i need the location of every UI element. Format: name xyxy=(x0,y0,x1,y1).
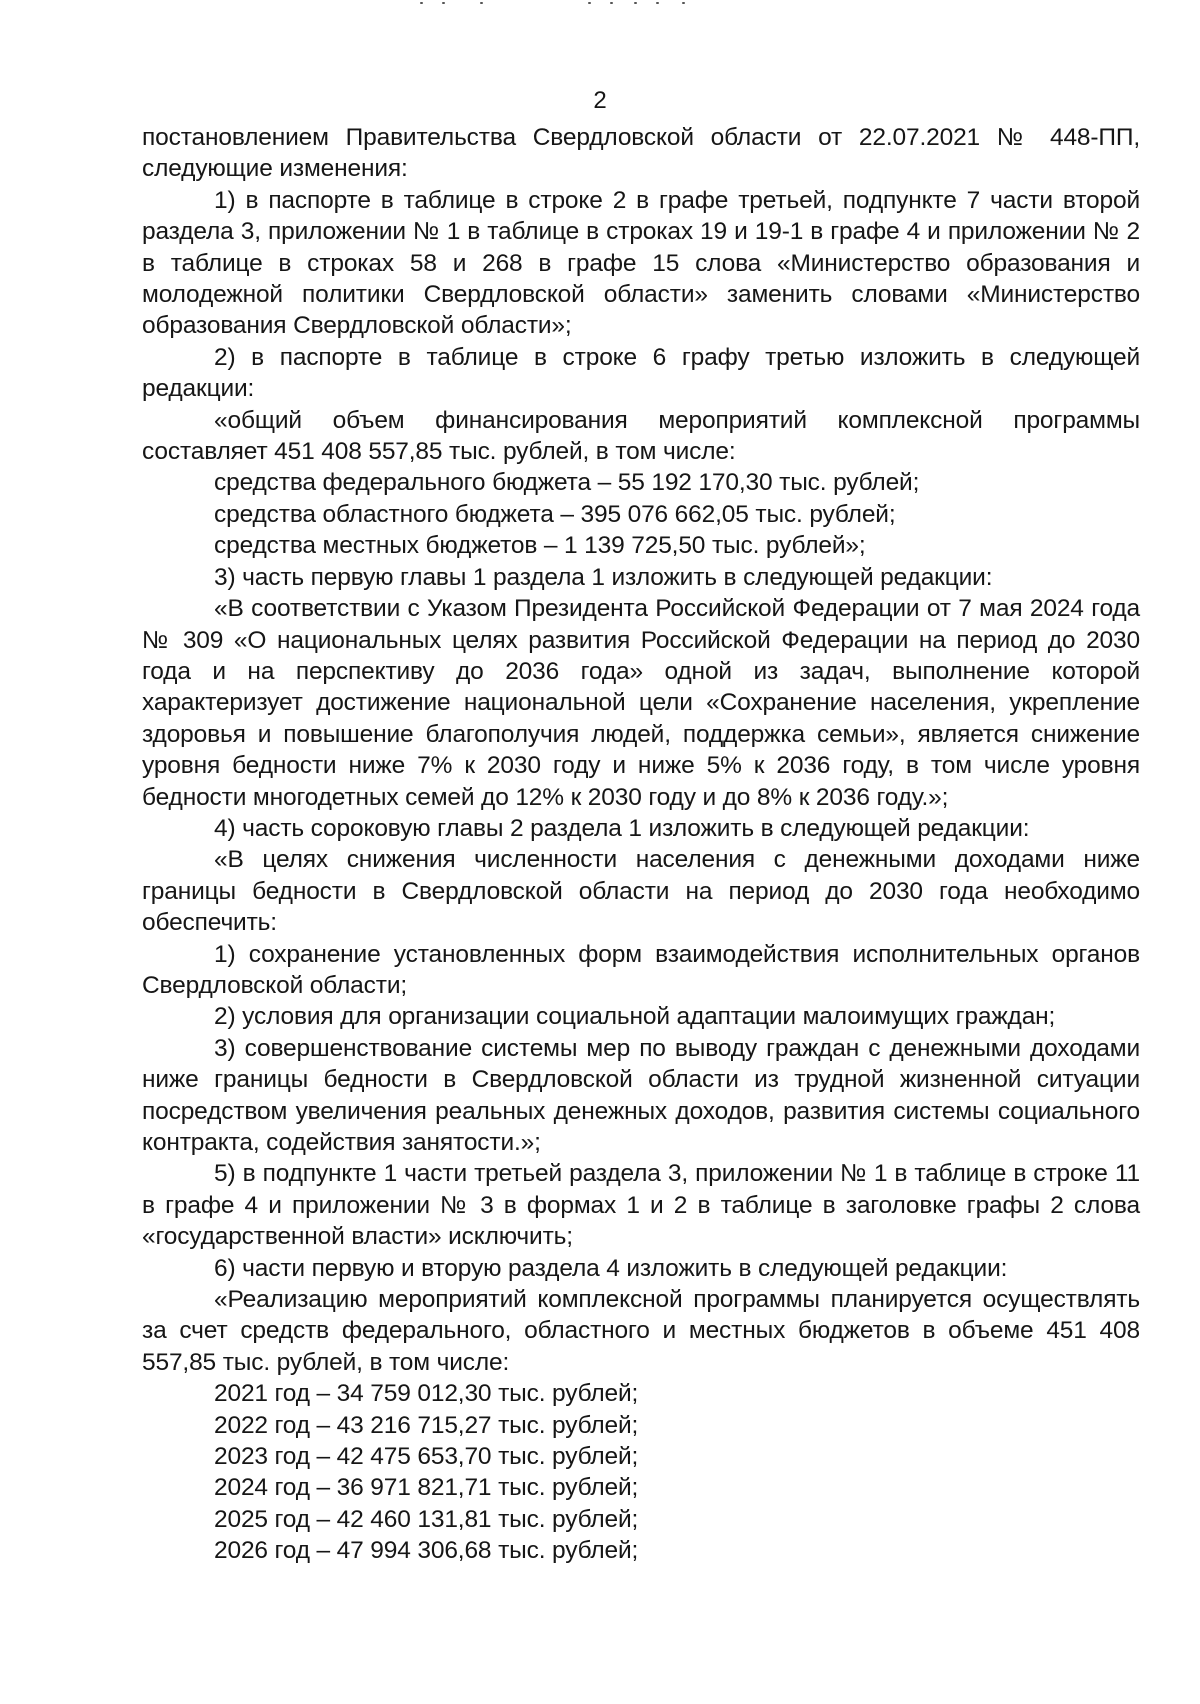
list-item: 2024 год – 36 971 821,71 тыс. рублей; xyxy=(214,1474,639,1502)
paragraph: 4) часть сороковую главы 2 раздела 1 изложить в следующей редакции: xyxy=(214,814,1030,842)
paragraph: 6) части первую и вторую раздела 4 изложить в следующей редакции: xyxy=(214,1254,1008,1282)
scan-speck xyxy=(480,2,483,4)
page-number: 2 xyxy=(593,87,607,114)
document-body xyxy=(142,122,1140,1567)
paragraph: постановлением Правительства Свердловской области от 22.07.2021 № 448-ПП, следующие изменения: xyxy=(142,124,1140,183)
paragraph: средства местных бюджетов – 1 139 725,50 тыс. рублей»; xyxy=(214,532,866,560)
list-item: 2026 год – 47 994 306,68 тыс. рублей; xyxy=(214,1537,639,1565)
scan-speck xyxy=(610,2,613,4)
paragraph: 2) в паспорте в таблице в строке 6 графу третью изложить в следующей редакции: xyxy=(142,343,1140,403)
scan-artifacts xyxy=(420,2,700,10)
list-item: 2021 год – 34 759 012,30 тыс. рублей; xyxy=(214,1380,639,1408)
budget-by-year-list xyxy=(142,1378,1140,1566)
scan-speck xyxy=(682,2,685,4)
paragraph: «Реализацию мероприятий комплексной программы планируется осуществлять за счет средств федерального, областного и местных бюджетов в объеме 451 408 557,85 тыс. рублей, в том числе: xyxy=(142,1286,1140,1376)
list-item: 2025 год – 42 460 131,81 тыс. рублей; xyxy=(214,1505,639,1533)
paragraph: 3) часть первую главы 1 раздела 1 изложить в следующей редакции: xyxy=(214,563,993,591)
scan-speck xyxy=(442,2,445,4)
scan-speck xyxy=(656,2,659,4)
paragraph: 5) в подпункте 1 части третьей раздела 3, приложении № 1 в таблице в строке 11 в графе 4 и приложении № 3 в формах 1 и 2 в таблице в заголовке графы 2 слова «государственной власти» исключить; xyxy=(142,1160,1140,1251)
paragraph: «В целях снижения численности населения с денежными доходами ниже границы бедности в Свердловской области на период до 2030 года необходимо обеспечить: xyxy=(142,846,1140,937)
paragraph: 1) в паспорте в таблице в строке 2 в графе третьей, подпункте 7 части второй раздела 3, приложении № 1 в таблице в строках 19 и 19-1 в графе 4 и приложении № 2 в таблице в строках 58 и 268 в графе 15 слова «Министерство образования и молодежной политики Свердловской области» заменить словами «Министерство образования Свердловской области»; xyxy=(142,186,1140,340)
paragraph: 1) сохранение установленных форм взаимодействия исполнительных органов Свердловской области; xyxy=(142,940,1140,999)
scan-speck xyxy=(634,2,637,4)
paragraph: «В соответствии с Указом Президента Российской Федерации от 7 мая 2024 года № 309 «О национальных целях развития Российской Федерации на период до 2030 года и на перспективу до 2036 года» одной из задач, выполнение которой характеризует достижение национальной цели «Сохранение населения, укрепление здоровья и повышение благополучия людей, поддержка семьи», является снижение уровня бедности ниже 7% к 2030 году и ниже 5% к 2036 году, в том числе уровня бедности многодетных семей до 12% к 2030 году и до 8% к 2036 году.»; xyxy=(142,595,1140,811)
paragraph: «общий объем финансирования мероприятий комплексной программы составляет 451 408 557,85 тыс. рублей, в том числе: xyxy=(142,406,1140,466)
paragraph: средства федерального бюджета – 55 192 170,30 тыс. рублей; xyxy=(214,469,920,497)
paragraph: 3) совершенствование системы мер по выводу граждан с денежными доходами ниже границы бедности в Свердловской области из трудной жизненной ситуации посредством увеличения реальных денежных доходов, развития системы социального контракта, содействия занятости.»; xyxy=(142,1034,1140,1156)
scan-speck xyxy=(420,2,423,4)
list-item: 2022 год – 43 216 715,27 тыс. рублей; xyxy=(214,1411,639,1439)
paragraph: 2) условия для организации социальной адаптации малоимущих граждан; xyxy=(214,1003,1056,1031)
list-item: 2023 год – 42 475 653,70 тыс. рублей; xyxy=(214,1443,639,1471)
paragraph: средства областного бюджета – 395 076 662,05 тыс. рублей; xyxy=(214,500,896,528)
scan-speck xyxy=(588,2,591,4)
